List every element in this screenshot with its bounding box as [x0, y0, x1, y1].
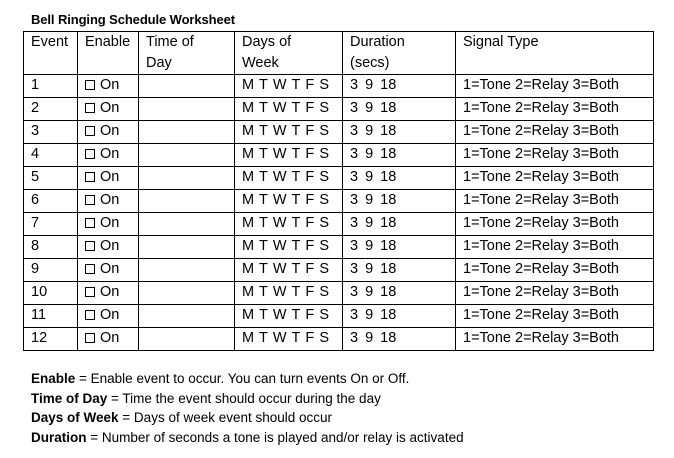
legend-item: Enable = Enable event to occur. You can turn events On or Off. [31, 371, 410, 386]
table-row [24, 236, 654, 259]
enable-label: On [100, 146, 120, 162]
time-of-day-cell[interactable] [139, 236, 235, 259]
header-signal-type: Signal Type [456, 32, 654, 75]
legend-item: Days of Week = Days of week event should occur [31, 410, 333, 425]
event-number: 12 [24, 328, 78, 351]
enable-cell[interactable] [78, 236, 139, 259]
days-of-week-cell[interactable]: M T W T F S [235, 167, 343, 190]
enable-cell[interactable] [78, 190, 139, 213]
checkbox-icon[interactable] [85, 287, 95, 297]
table-row [24, 282, 654, 305]
enable-label: On [100, 215, 120, 231]
legend-item: Time of Day = Time the event should occur during the day [31, 390, 381, 406]
event-number: 5 [24, 167, 78, 190]
signal-type-cell[interactable]: 1=Tone 2=Relay 3=Both [456, 167, 654, 190]
enable-label: On [100, 192, 120, 208]
time-of-day-cell[interactable] [139, 213, 235, 236]
days-of-week-cell[interactable]: M T W T F S [235, 98, 343, 121]
enable-label: On [100, 123, 120, 139]
time-of-day-cell[interactable] [139, 259, 235, 282]
time-of-day-cell[interactable] [139, 121, 235, 144]
signal-type-cell[interactable]: 1=Tone 2=Relay 3=Both [456, 121, 654, 144]
table-row [24, 305, 654, 328]
table-row [24, 259, 654, 282]
signal-type-cell[interactable]: 1=Tone 2=Relay 3=Both [456, 213, 654, 236]
event-number: 6 [24, 190, 78, 213]
time-of-day-cell[interactable] [139, 305, 235, 328]
signal-type-cell[interactable]: 1=Tone 2=Relay 3=Both [456, 328, 654, 351]
enable-cell[interactable] [78, 213, 139, 236]
event-number: 8 [24, 236, 78, 259]
duration-cell[interactable]: 3 9 18 [343, 305, 456, 328]
signal-type-cell[interactable]: 1=Tone 2=Relay 3=Both [456, 144, 654, 167]
duration-cell[interactable]: 3 9 18 [343, 236, 456, 259]
duration-cell[interactable]: 3 9 18 [343, 328, 456, 351]
days-of-week-cell[interactable]: M T W T F S [235, 259, 343, 282]
time-of-day-cell[interactable] [139, 144, 235, 167]
days-of-week-cell[interactable]: M T W T F S [235, 144, 343, 167]
enable-cell[interactable] [78, 75, 139, 98]
signal-type-cell[interactable]: 1=Tone 2=Relay 3=Both [456, 282, 654, 305]
checkbox-icon[interactable] [85, 195, 95, 205]
days-of-week-cell[interactable]: M T W T F S [235, 305, 343, 328]
header-event: Event [24, 32, 78, 75]
duration-cell[interactable]: 3 9 18 [343, 167, 456, 190]
signal-type-cell[interactable]: 1=Tone 2=Relay 3=Both [456, 236, 654, 259]
table-row [24, 144, 654, 167]
duration-cell[interactable]: 3 9 18 [343, 282, 456, 305]
checkbox-icon[interactable] [85, 126, 95, 136]
table-row [24, 98, 654, 121]
legend-item: Duration = Number of seconds a tone is played and/or relay is activated [31, 429, 464, 445]
checkbox-icon[interactable] [85, 218, 95, 228]
enable-cell[interactable] [78, 144, 139, 167]
checkbox-icon[interactable] [85, 264, 95, 274]
checkbox-icon[interactable] [85, 310, 95, 320]
table-row [24, 190, 654, 213]
days-of-week-cell[interactable]: M T W T F S [235, 282, 343, 305]
worksheet-title: Bell Ringing Schedule Worksheet [31, 12, 235, 27]
enable-cell[interactable] [78, 328, 139, 351]
time-of-day-cell[interactable] [139, 328, 235, 351]
days-of-week-cell[interactable]: M T W T F S [235, 236, 343, 259]
time-of-day-cell[interactable] [139, 190, 235, 213]
enable-label: On [100, 261, 120, 277]
days-of-week-cell[interactable]: M T W T F S [235, 213, 343, 236]
event-number: 3 [24, 121, 78, 144]
signal-type-cell[interactable]: 1=Tone 2=Relay 3=Both [456, 305, 654, 328]
checkbox-icon[interactable] [85, 333, 95, 343]
duration-cell[interactable]: 3 9 18 [343, 144, 456, 167]
days-of-week-cell[interactable]: M T W T F S [235, 75, 343, 98]
days-of-week-cell[interactable]: M T W T F S [235, 121, 343, 144]
legend [31, 369, 464, 447]
time-of-day-cell[interactable] [139, 167, 235, 190]
duration-cell[interactable]: 3 9 18 [343, 259, 456, 282]
header-days-of-week: Days of Week [235, 32, 343, 75]
days-of-week-cell[interactable]: M T W T F S [235, 190, 343, 213]
signal-type-cell[interactable]: 1=Tone 2=Relay 3=Both [456, 259, 654, 282]
header-duration: Duration (secs) [343, 32, 456, 75]
signal-type-cell[interactable]: 1=Tone 2=Relay 3=Both [456, 75, 654, 98]
duration-cell[interactable]: 3 9 18 [343, 213, 456, 236]
time-of-day-cell[interactable] [139, 282, 235, 305]
event-number: 9 [24, 259, 78, 282]
checkbox-icon[interactable] [85, 172, 95, 182]
enable-cell[interactable] [78, 167, 139, 190]
signal-type-cell[interactable]: 1=Tone 2=Relay 3=Both [456, 98, 654, 121]
enable-cell[interactable] [78, 305, 139, 328]
header-time-of-day: Time of Day [139, 32, 235, 75]
days-of-week-cell[interactable]: M T W T F S [235, 328, 343, 351]
duration-cell[interactable]: 3 9 18 [343, 75, 456, 98]
event-number: 7 [24, 213, 78, 236]
event-number: 11 [24, 305, 78, 328]
enable-label: On [100, 330, 120, 346]
table-row [24, 75, 654, 98]
event-number: 4 [24, 144, 78, 167]
duration-cell[interactable]: 3 9 18 [343, 98, 456, 121]
checkbox-icon[interactable] [85, 149, 95, 159]
enable-cell[interactable] [78, 121, 139, 144]
table-header-row [24, 32, 654, 75]
schedule-table [23, 31, 654, 351]
table-row [24, 121, 654, 144]
enable-label: On [100, 169, 120, 185]
header-enable: Enable [78, 32, 139, 75]
enable-cell[interactable] [78, 282, 139, 305]
event-number: 1 [24, 75, 78, 98]
enable-label: On [100, 238, 120, 254]
enable-cell[interactable] [78, 98, 139, 121]
table-row [24, 328, 654, 351]
enable-label: On [100, 284, 120, 300]
time-of-day-cell[interactable] [139, 98, 235, 121]
table-row [24, 167, 654, 190]
event-number: 2 [24, 98, 78, 121]
checkbox-icon[interactable] [85, 80, 95, 90]
duration-cell[interactable]: 3 9 18 [343, 121, 456, 144]
enable-label: On [100, 100, 120, 116]
enable-cell[interactable] [78, 259, 139, 282]
checkbox-icon[interactable] [85, 241, 95, 251]
enable-label: On [100, 77, 120, 93]
checkbox-icon[interactable] [85, 103, 95, 113]
time-of-day-cell[interactable] [139, 75, 235, 98]
event-number: 10 [24, 282, 78, 305]
table-row [24, 213, 654, 236]
signal-type-cell[interactable]: 1=Tone 2=Relay 3=Both [456, 190, 654, 213]
duration-cell[interactable]: 3 9 18 [343, 190, 456, 213]
enable-label: On [100, 307, 120, 323]
